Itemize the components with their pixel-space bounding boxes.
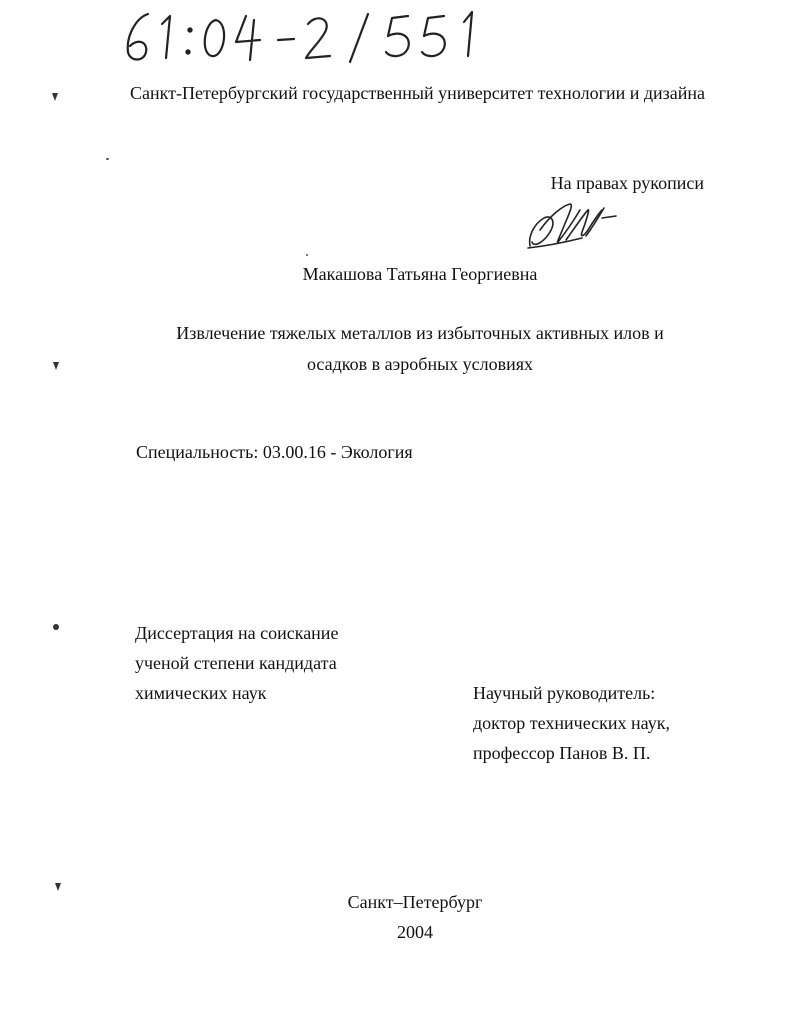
- manuscript-note: На правах рукописи: [550, 173, 704, 193]
- dissertation-title-line-2: осадков в аэробных условиях: [306, 354, 534, 374]
- dissertation-title-line-1: Извлечение тяжелых металлов из избыточных активных илов и: [176, 323, 664, 343]
- dissertation-info-line-3: химических наук: [135, 683, 267, 703]
- author-name: Макашова Татьяна Георгиевна: [302, 264, 538, 284]
- punch-mark-3: [52, 622, 60, 632]
- supervisor-line-1: Научный руководитель:: [473, 683, 656, 703]
- year: 2004: [397, 922, 433, 942]
- scan-speck: [306, 254, 308, 256]
- specialty: Специальность: 03.00.16 - Экология: [136, 442, 413, 462]
- signature: [526, 196, 618, 254]
- supervisor-line-3: профессор Панов В. П.: [473, 743, 651, 763]
- university-name: Санкт-Петербургский государственный университет технологии и дизайна: [130, 83, 705, 103]
- dissertation-info-line-1: Диссертация на соискание: [135, 623, 339, 643]
- punch-mark-1: [51, 92, 59, 102]
- supervisor-line-2: доктор технических наук,: [473, 713, 670, 733]
- scan-speck: [106, 158, 109, 160]
- dissertation-info-line-2: ученой степени кандидата: [135, 653, 337, 673]
- city: Санкт–Петербург: [347, 892, 483, 912]
- archive-code-handwriting: [118, 6, 478, 68]
